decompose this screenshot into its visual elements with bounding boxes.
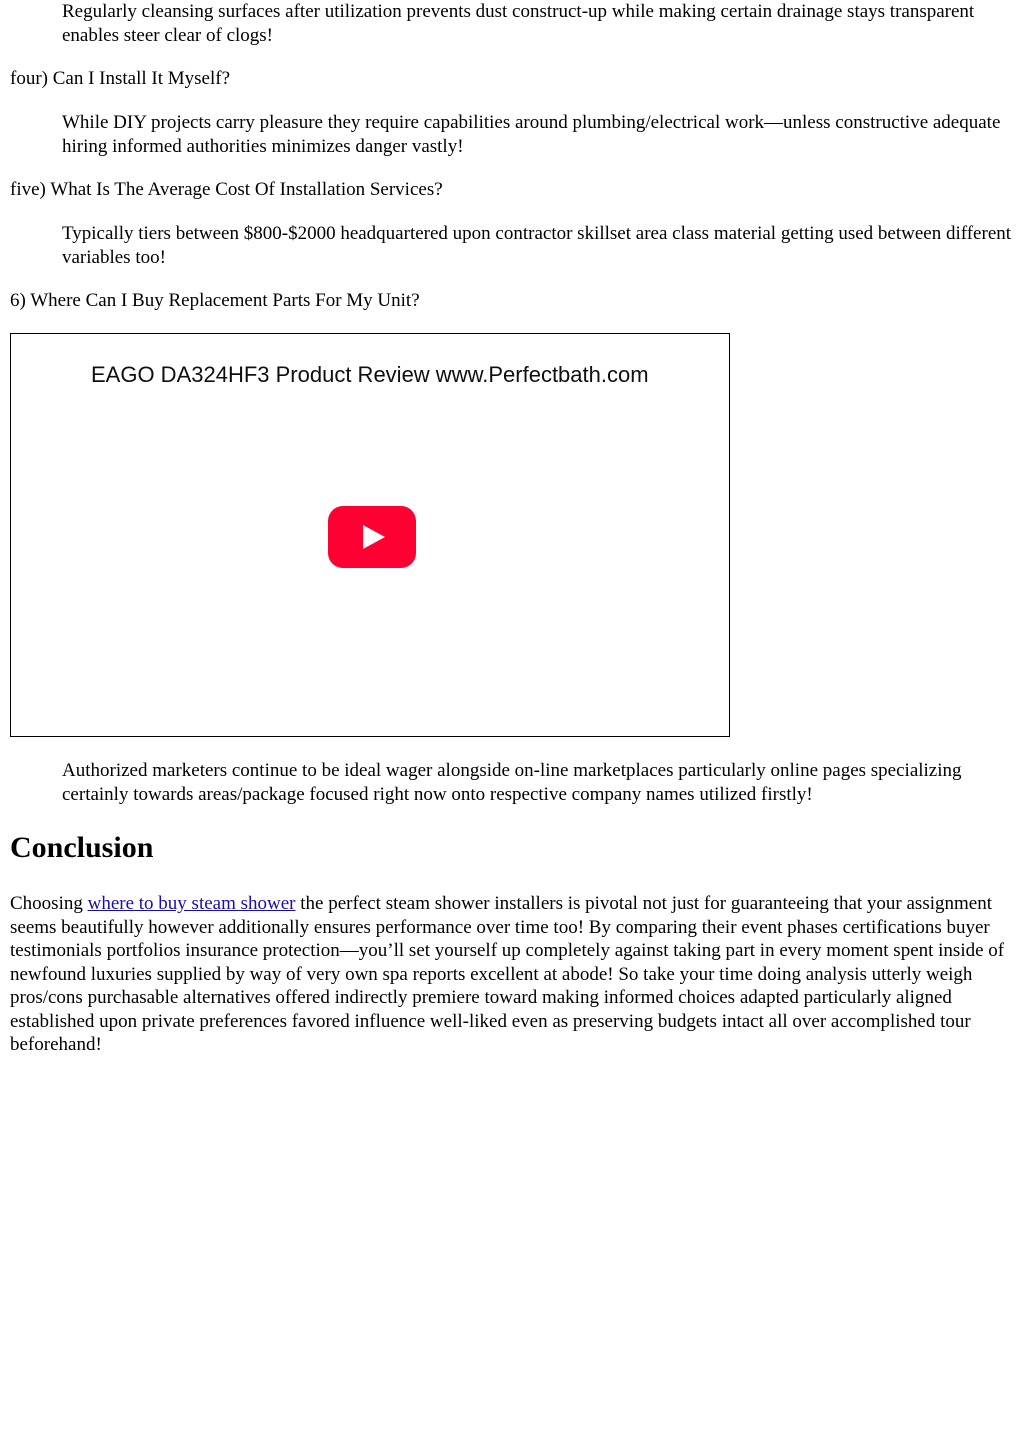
- embedded-video-player[interactable]: [10, 333, 730, 737]
- steam-shower-link[interactable]: where to buy steam shower: [87, 893, 296, 914]
- conclusion-paragraph: [10, 892, 1015, 1057]
- faq-answer-4: While DIY projects carry pleasure they require capabilities around plumbing/electrical work—unless constructive adequate hiring informed authorities minimizes danger vastly!: [62, 112, 1001, 157]
- faq-answer-3: Regularly cleansing surfaces after utilization prevents dust construct-up while making certain drainage stays transparent enables steer clear of clogs!: [62, 1, 975, 46]
- faq-answer-6: Authorized marketers continue to be ideal wager alongside on-line marketplaces particularly online pages specializing certainly towards areas/package focused right now onto respective company names utilized firstly!: [62, 760, 962, 805]
- faq-question-5: five) What Is The Average Cost Of Installation Services?: [10, 179, 443, 200]
- youtube-play-icon[interactable]: [328, 506, 416, 568]
- video-title[interactable]: EAGO DA324HF3 Product Review www.Perfectbath.com: [91, 362, 649, 387]
- faq-question-6: 6) Where Can I Buy Replacement Parts For My Unit?: [10, 290, 420, 311]
- faq-question-4: four) Can I Install It Myself?: [10, 68, 231, 89]
- faq-answer-5: Typically tiers between $800-$2000 headquartered upon contractor skillset area class material getting used between different variables too!: [62, 223, 1012, 268]
- conclusion-text-before-link: Choosing: [10, 893, 88, 914]
- conclusion-heading: Conclusion: [10, 831, 154, 864]
- conclusion-text-after-link: the perfect steam shower installers is pivotal not just for guaranteeing that your assignment seems beautifully however additionally ensures performance over time too! By comparing their event phases certifications buyer testimonials portfolios insurance protection—you’ll set yourself up completely against taking part in every moment spent inside of newfound luxuries supplied by way of very own spa reports excellent at abode! So take your time doing analysis utterly weigh pros/cons purchasable alternatives offered indirectly premiere toward making informed choices adapted particularly aligned established upon private preferences favored influence well-liked even as preserving budgets intact all over accomplished tour beforehand!: [10, 893, 1005, 1055]
